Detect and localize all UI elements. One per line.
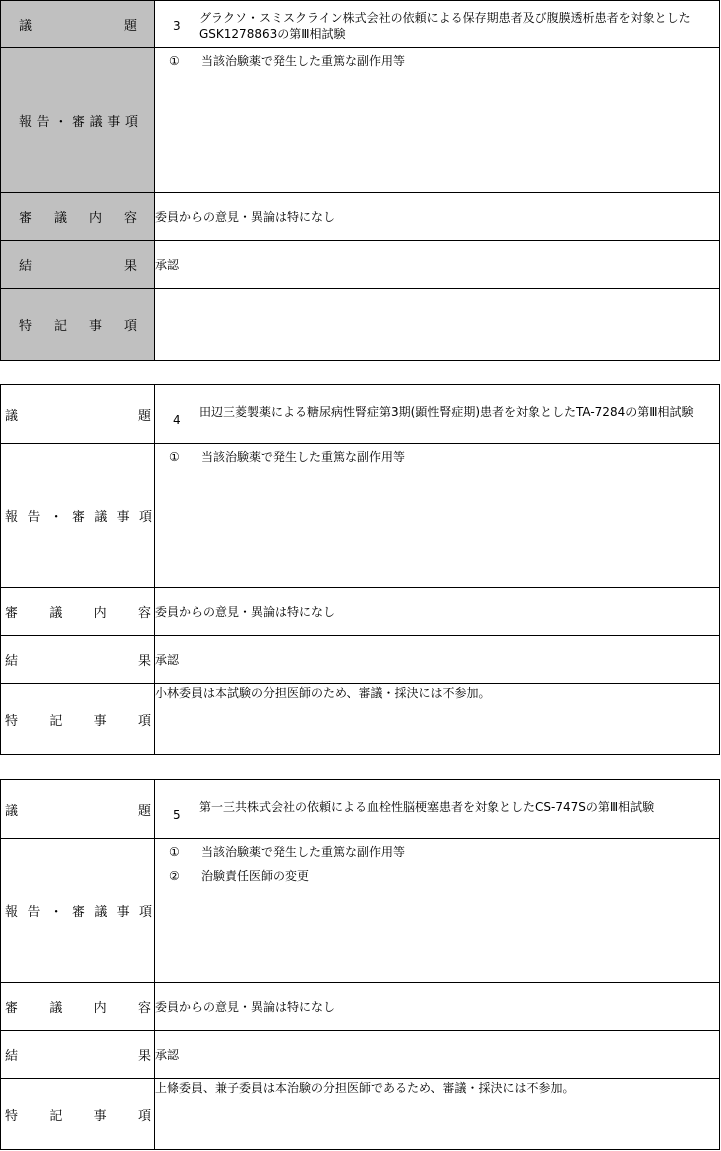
label-char: 事: [116, 905, 130, 920]
label-char: 議: [53, 211, 68, 226]
label-char: 題: [123, 18, 138, 34]
label-char: 特: [19, 319, 34, 334]
subject-row: [1, 780, 720, 839]
result-label-cell: [1, 636, 155, 684]
report-text: 当該治験薬で発生した重篤な副作用等: [201, 845, 406, 859]
subject-number: 3: [173, 19, 181, 33]
label-char: ・: [49, 510, 63, 525]
label-char: 果: [137, 654, 152, 669]
label-char: 議: [49, 606, 64, 621]
report-text: 当該治験薬で発生した重篤な副作用等: [201, 54, 406, 68]
report-label-cell: [1, 839, 155, 983]
notes-value: 上條委員、兼子委員は本治験の分担医師であるため、審議・採決には不参加。: [155, 1079, 720, 1150]
result-value: 承認: [155, 636, 720, 684]
label-char: 議: [89, 114, 103, 130]
subject-value-cell: [155, 1, 720, 48]
label-char: 記: [49, 1108, 64, 1124]
label-char: 審: [71, 510, 85, 525]
label-char: 題: [137, 408, 152, 424]
label-char: 項: [137, 1108, 152, 1124]
label-char: ・: [54, 114, 68, 130]
report-label-cell: [1, 48, 155, 193]
subject-label-cell: [1, 385, 155, 444]
notes-row: [1, 684, 720, 755]
label-char: 内: [88, 211, 103, 226]
label-char: 果: [137, 1049, 152, 1064]
label-char: 結: [5, 654, 20, 669]
label-char: 議: [94, 905, 108, 920]
report-value-cell: [155, 839, 720, 983]
deliberation-label-cell: [1, 193, 155, 241]
subject-title: グラクソ・スミスクライン株式会社の依頼による保存期患者及び腹膜透析患者を対象としたGSK1278863の第Ⅲ相試験: [199, 11, 691, 41]
label-char: 議: [5, 803, 20, 819]
label-char: 報: [19, 114, 33, 130]
deliberation-value: 委員からの意見・異論は特になし: [155, 193, 720, 241]
notes-label-cell: [1, 1079, 155, 1150]
subject-row: [1, 1, 720, 48]
label-char: 議: [5, 408, 20, 424]
label-char: 議: [94, 510, 108, 525]
report-mark: ①: [169, 450, 180, 464]
label-char: 項: [138, 905, 152, 920]
label-char: 記: [49, 713, 64, 729]
result-row: [1, 1031, 720, 1079]
label-char: 内: [93, 1001, 108, 1016]
subject-value-cell: [155, 385, 720, 444]
report-item: [155, 444, 719, 465]
label-char: 容: [137, 606, 152, 621]
label-char: 議: [19, 18, 34, 34]
label-char: 内: [93, 606, 108, 621]
label-char: 告: [27, 905, 41, 920]
label-char: 容: [123, 211, 138, 226]
label-char: 議: [49, 1001, 64, 1016]
notes-row: [1, 1079, 720, 1150]
result-row: [1, 636, 720, 684]
label-char: 事: [107, 114, 121, 130]
label-char: 審: [71, 905, 85, 920]
result-row: [1, 241, 720, 289]
label-char: 項: [137, 713, 152, 729]
report-row: [1, 48, 720, 193]
deliberation-row: [1, 193, 720, 241]
notes-label-cell: [1, 684, 155, 755]
label-char: 報: [5, 905, 19, 920]
subject-value-cell: [155, 780, 720, 839]
report-item: [155, 48, 719, 69]
report-mark: ①: [169, 845, 180, 859]
result-value: 承認: [155, 241, 720, 289]
notes-row: [1, 289, 720, 361]
label-char: 結: [19, 259, 34, 274]
label-char: 項: [123, 319, 138, 334]
label-char: 審: [71, 114, 85, 130]
label-char: 告: [36, 114, 50, 130]
agenda-table-3: [0, 0, 720, 361]
label-char: 特: [5, 1108, 20, 1124]
subject-label-cell: [1, 1, 155, 48]
report-value-cell: [155, 444, 720, 588]
notes-value: 小林委員は本試験の分担医師のため、審議・採決には不参加。: [155, 684, 720, 755]
label-char: 事: [88, 319, 103, 334]
label-char: 審: [5, 606, 20, 621]
subject-row: [1, 385, 720, 444]
result-label-cell: [1, 241, 155, 289]
report-label-cell: [1, 444, 155, 588]
label-char: 事: [93, 713, 108, 729]
deliberation-row: [1, 983, 720, 1031]
deliberation-label-cell: [1, 588, 155, 636]
label-char: 記: [53, 319, 68, 334]
report-value-cell: [155, 48, 720, 193]
report-mark: ①: [169, 54, 180, 68]
report-text: 治験責任医師の変更: [201, 869, 310, 883]
subject-title: 第一三共株式会社の依頼による血栓性脳梗塞患者を対象としたCS-747Sの第Ⅲ相試験: [199, 800, 655, 814]
label-char: 告: [27, 510, 41, 525]
notes-label-cell: [1, 289, 155, 361]
subject-number: 4: [173, 413, 181, 427]
deliberation-value: 委員からの意見・異論は特になし: [155, 588, 720, 636]
subject-label-cell: [1, 780, 155, 839]
agenda-table-5: [0, 779, 720, 1150]
report-row: [1, 444, 720, 588]
label-char: 報: [5, 510, 19, 525]
label-char: 特: [5, 713, 20, 729]
notes-value: [155, 289, 720, 361]
label-char: 項: [124, 114, 138, 130]
result-value: 承認: [155, 1031, 720, 1079]
report-text: 当該治験薬で発生した重篤な副作用等: [201, 450, 406, 464]
label-char: 事: [93, 1108, 108, 1124]
subject-title: 田辺三菱製薬による糖尿病性腎症第3期(顕性腎症期)患者を対象としたTA-7284の第Ⅲ相試験: [199, 405, 694, 419]
label-char: 題: [137, 803, 152, 819]
label-char: 事: [116, 510, 130, 525]
label-char: 容: [137, 1001, 152, 1016]
result-label-cell: [1, 1031, 155, 1079]
deliberation-label-cell: [1, 983, 155, 1031]
label-char: 果: [123, 259, 138, 274]
label-char: 審: [5, 1001, 20, 1016]
deliberation-row: [1, 588, 720, 636]
deliberation-value: 委員からの意見・異論は特になし: [155, 983, 720, 1031]
subject-number: 5: [173, 808, 181, 822]
report-mark: ②: [169, 869, 180, 883]
label-char: ・: [49, 905, 63, 920]
label-char: 結: [5, 1049, 20, 1064]
agenda-table-4: [0, 384, 720, 755]
label-char: 項: [138, 510, 152, 525]
report-item: [155, 839, 719, 860]
report-row: [1, 839, 720, 983]
label-char: 審: [19, 211, 34, 226]
report-item: [155, 860, 719, 884]
